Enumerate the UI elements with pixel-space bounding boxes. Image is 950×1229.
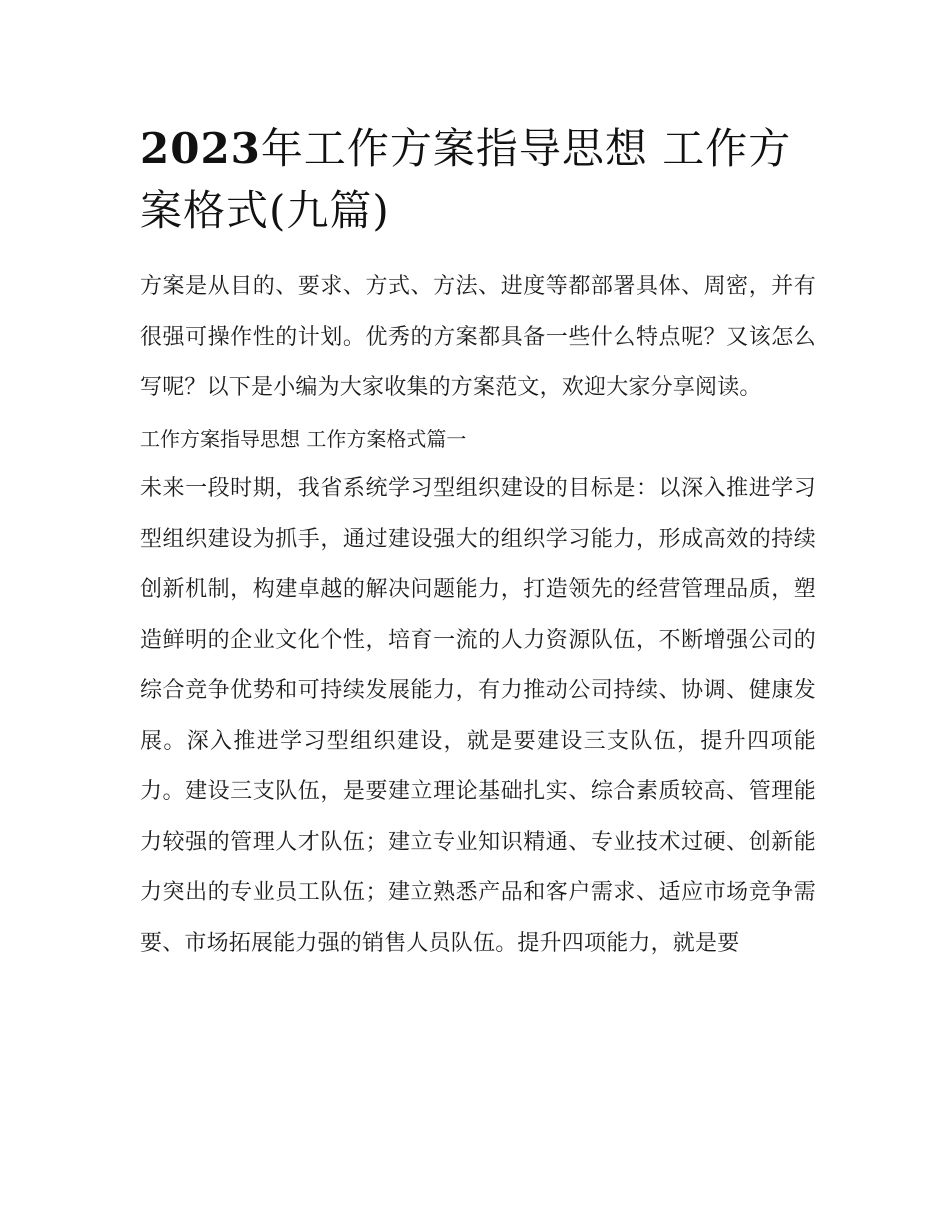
- section-heading: 工作方案指导思想 工作方案格式篇一: [140, 426, 467, 451]
- document-title: [140, 118, 816, 242]
- title-text: 年工作方案指导思想 工作方案格式(九篇): [140, 124, 792, 235]
- document-content: [140, 118, 816, 969]
- body-paragraph: 未来一段时期，我省系统学习型组织建设的目标是：以深入推进学习型组织建设为抓手，通过建设强大的组织学习能力，形成高效的持续创新机制，构建卓越的解决问题能力，打造领先的经营管理品质，塑造鲜明的企业文化个性，培育一流的人力资源队伍，不断增强公司的综合竞争优势和可持续发展能力，有力推动公司持续、协调、健康发展。深入推进学习型组织建设，就是要建设三支队伍，提升四项能力。建设三支队伍，是要建立理论基础扎实、综合素质较高、管理能力较强的管理人才队伍；建立专业知识精通、专业技术过硬、创新能力突出的专业员工队伍；建立熟悉产品和客户需求、适应市场竞争需要、市场拓展能力强的销售人员队伍。提升四项能力，就是要: [140, 476, 816, 956]
- title-year: 2023: [140, 124, 261, 173]
- intro-paragraph: 方案是从目的、要求、方式、方法、进度等都部署具体、周密，并有很强可操作性的计划。优秀的方案都具备一些什么特点呢？又该怎么写呢？以下是小编为大家收集的方案范文，欢迎大家分享阅读。: [140, 274, 816, 400]
